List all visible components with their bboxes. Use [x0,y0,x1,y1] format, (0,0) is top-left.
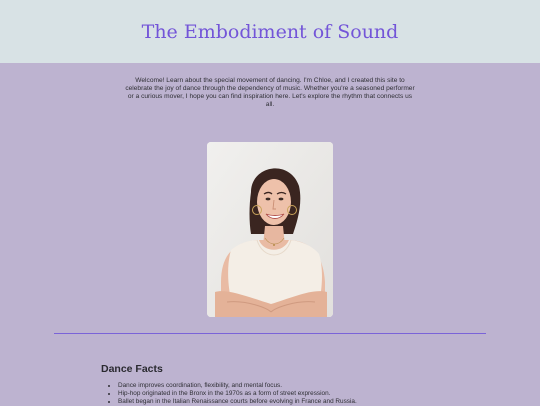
section-divider [54,333,486,334]
list-item: • Ballet began in the Italian Renaissance courts before evolving in France and Russia. [118,398,478,406]
dance-facts-heading: Dance Facts [101,363,163,375]
portrait-image [207,142,333,317]
list-item: • Dance improves coordination, flexibility, and mental focus. [118,382,478,390]
intro-paragraph: Welcome! Learn about the special movement of dancing. I'm Chloe, and I created this site to celebrate the joy of dance through the dependency of music. Whether you're a seasoned performer or a curious mover, I hope you can find inspiration here. Let's explore the rhythm that connects us all. [125,77,415,108]
site-title: The Embodiment of Sound [141,20,399,43]
dance-facts-list [101,382,478,406]
site-header [0,0,540,63]
list-item: • Hip-hop originated in the Bronx in the 1970s as a form of street expression. [118,390,478,398]
